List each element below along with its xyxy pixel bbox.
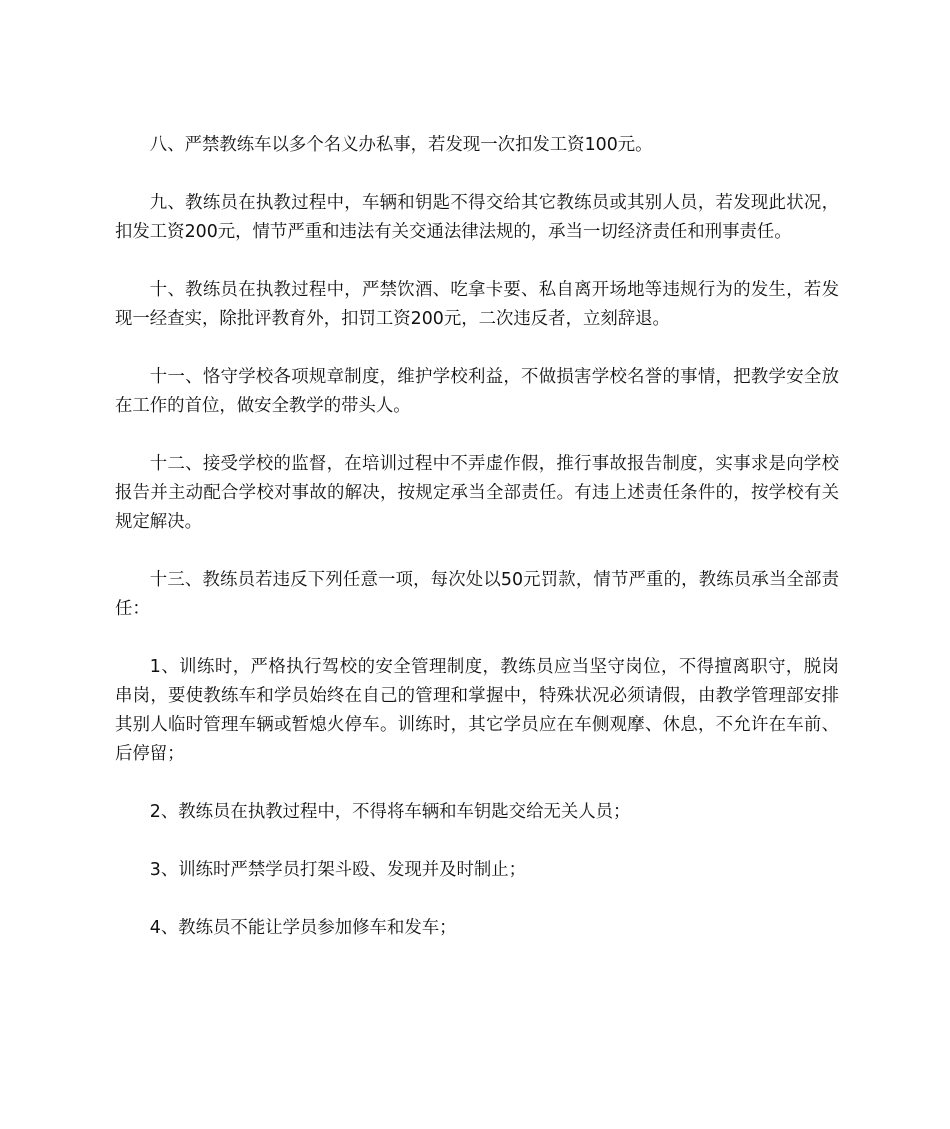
paragraph-item-2: 2、教练员在执教过程中，不得将车辆和车钥匙交给无关人员； <box>149 802 631 822</box>
paragraph-rule-8: 八、严禁教练车以多个名义办私事，若发现一次扣发工资100元。 <box>149 135 653 155</box>
paragraph-item-4: 4、教练员不能让学员参加修车和发车； <box>149 918 457 938</box>
paragraph-rule-9: 九、教练员在执教过程中，车辆和钥匙不得交给其它教练员或其别人员，若发现此状况，扣发工资200元，情节严重和违法有关交通法律法规的，承当一切经济责任和刑事责任。 <box>115 193 839 242</box>
paragraph-item-1: 1、训练时，严格执行驾校的安全管理制度，教练员应当坚守岗位，不得擅离职守，脱岗串岗，要使教练车和学员始终在自己的管理和掌握中，特殊状况必须请假，由教学管理部安排其别人临时管理车辆或暂熄火停车。训练时，其它学员应在车侧观摩、休息，不允许在车前、后停留； <box>115 657 839 764</box>
paragraph-rule-10: 十、教练员在执教过程中，严禁饮酒、吃拿卡要、私自离开场地等违规行为的发生，若发现一经查实，除批评教育外，扣罚工资200元，二次违反者，立刻辞退。 <box>115 280 839 329</box>
document-body <box>115 131 839 972</box>
paragraph-rule-11: 十一、恪守学校各项规章制度，维护学校利益，不做损害学校名誉的事情，把教学安全放在工作的首位，做安全教学的带头人。 <box>115 367 839 416</box>
paragraph-rule-13: 十三、教练员若违反下列任意一项，每次处以50元罚款，情节严重的，教练员承当全部责任： <box>115 570 839 619</box>
paragraph-item-3: 3、训练时严禁学员打架斗殴、发现并及时制止； <box>149 860 527 880</box>
paragraph-rule-12: 十二、接受学校的监督，在培训过程中不弄虚作假，推行事故报告制度，实事求是向学校报告并主动配合学校对事故的解决，按规定承当全部责任。有违上述责任条件的，按学校有关规定解决。 <box>115 454 839 532</box>
